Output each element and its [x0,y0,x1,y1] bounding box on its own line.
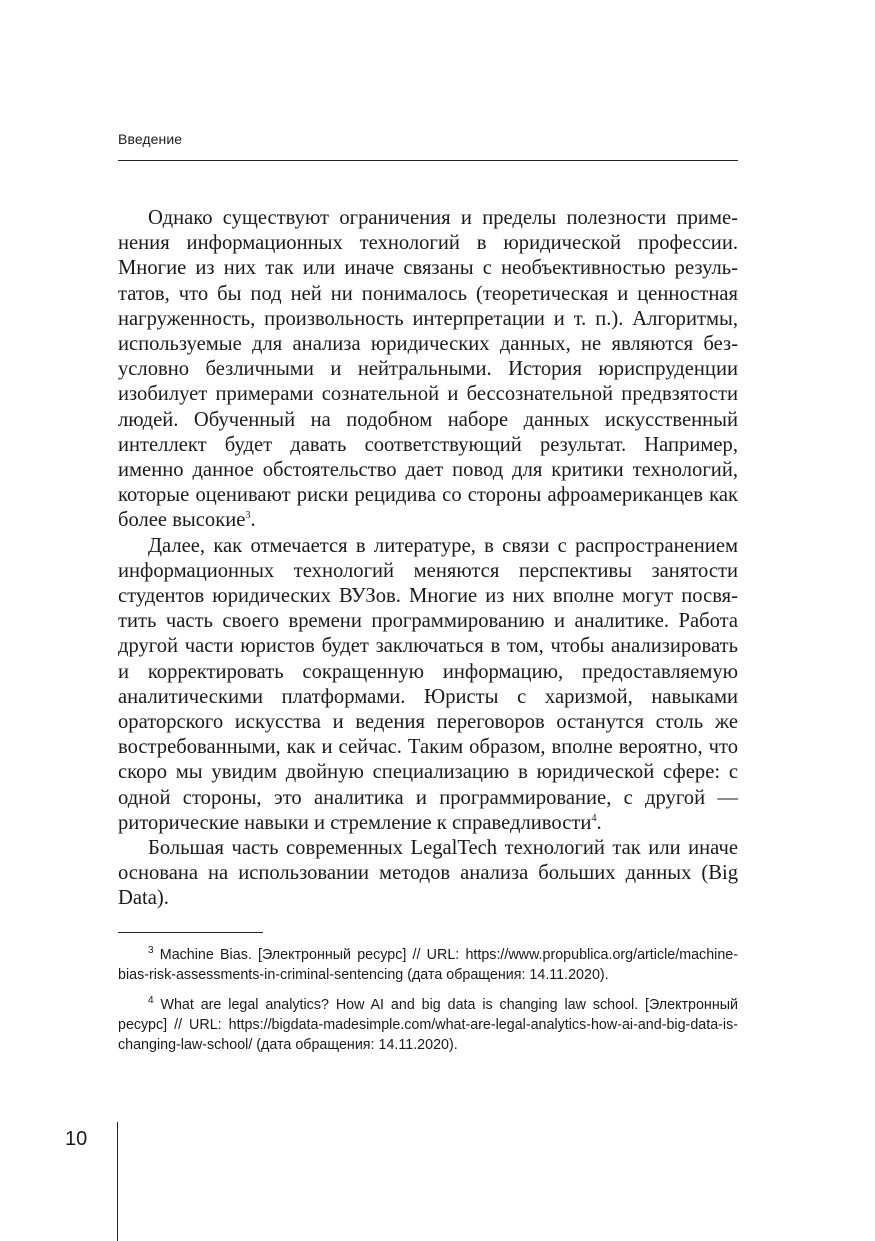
footnotes [118,945,738,1065]
paragraph-text: Однако существуют ограничения и пределы полезности применения информационных технологий в юридической профессии. Многие из них так или иначе связаны с необъективностью результатов, что бы под ней ни понималось (теоретическая и ценностная нагруженность, произвольность интерпретации и т. п.). Алгоритмы, используемые для анализа юридических данных, не являются безусловно безличными и нейтральными. История юриспруденции изобилует примерами сознательной и бессознательной предвзятости людей. Обученный на подобном наборе данных искусственный интеллект будет давать соответствующий результат. Например, именно данное обстоятельство дает повод для критики технологий, которые оценивают риски рецидива со стороны афроамериканцев как более высокие [118,207,738,532]
footnote-text: What are legal analytics? How AI and big data is changing law school. [Электронный ресурс] // URL: https://bigdata-madesimple.com/what-are-legal-analytics-how-ai-and-big-data-is-changing-law-school/ (дата обращения: 14.11.2020). [118,997,738,1053]
page-number: 10 [65,1128,88,1150]
main-text [118,206,738,912]
running-title: Введение [118,131,183,147]
footnote-ref-3[interactable]: 3 [245,510,251,522]
paragraph [118,836,738,912]
paragraph-text: Большая часть современных LegalTech технологий так или иначе основана на использовании методов анализа больших данных (Big Data). [118,837,738,910]
paragraph-end: . [596,811,602,834]
footnote-text: Machine Bias. [Электронный ресурс] // URL: https://www.propublica.org/article/machine-bias-risk-assessments-in-criminal-sentencing (дата обращения: 14.11.2020). [118,947,738,983]
footnote-ref-4[interactable]: 4 [591,813,597,825]
footnote-4 [118,995,738,1055]
paragraph [118,206,738,534]
paragraph-text: Далее, как отмечается в литературе, в связи с распространением информационных технологий меняются перспективы занятости студентов юридических ВУЗов. Многие из них вполне могут посвятить часть своего времени программированию и аналитике. Работа другой части юристов будет заключаться в том, чтобы анализировать и корректировать сокращенную информацию, предоставляемую аналитическими платформами. Юристы с харизмой, навыками ораторского искусства и ведения переговоров останутся столь же востребованными, как и сейчас. Таким образом, вполне вероятно, что скоро мы увидим двойную специализацию в юридической сфере: с одной стороны, это аналитика и программирование, с другой — риторические навыки и стремление к справедливости [118,534,738,834]
paragraph [118,534,738,836]
margin-rule [117,1122,118,1241]
header-rule [118,160,738,161]
footnote-separator [118,932,263,933]
paragraph-end: . [250,509,256,532]
footnote-3 [118,945,738,985]
footnote-number: 3 [148,945,154,957]
footnote-number: 4 [148,995,154,1007]
